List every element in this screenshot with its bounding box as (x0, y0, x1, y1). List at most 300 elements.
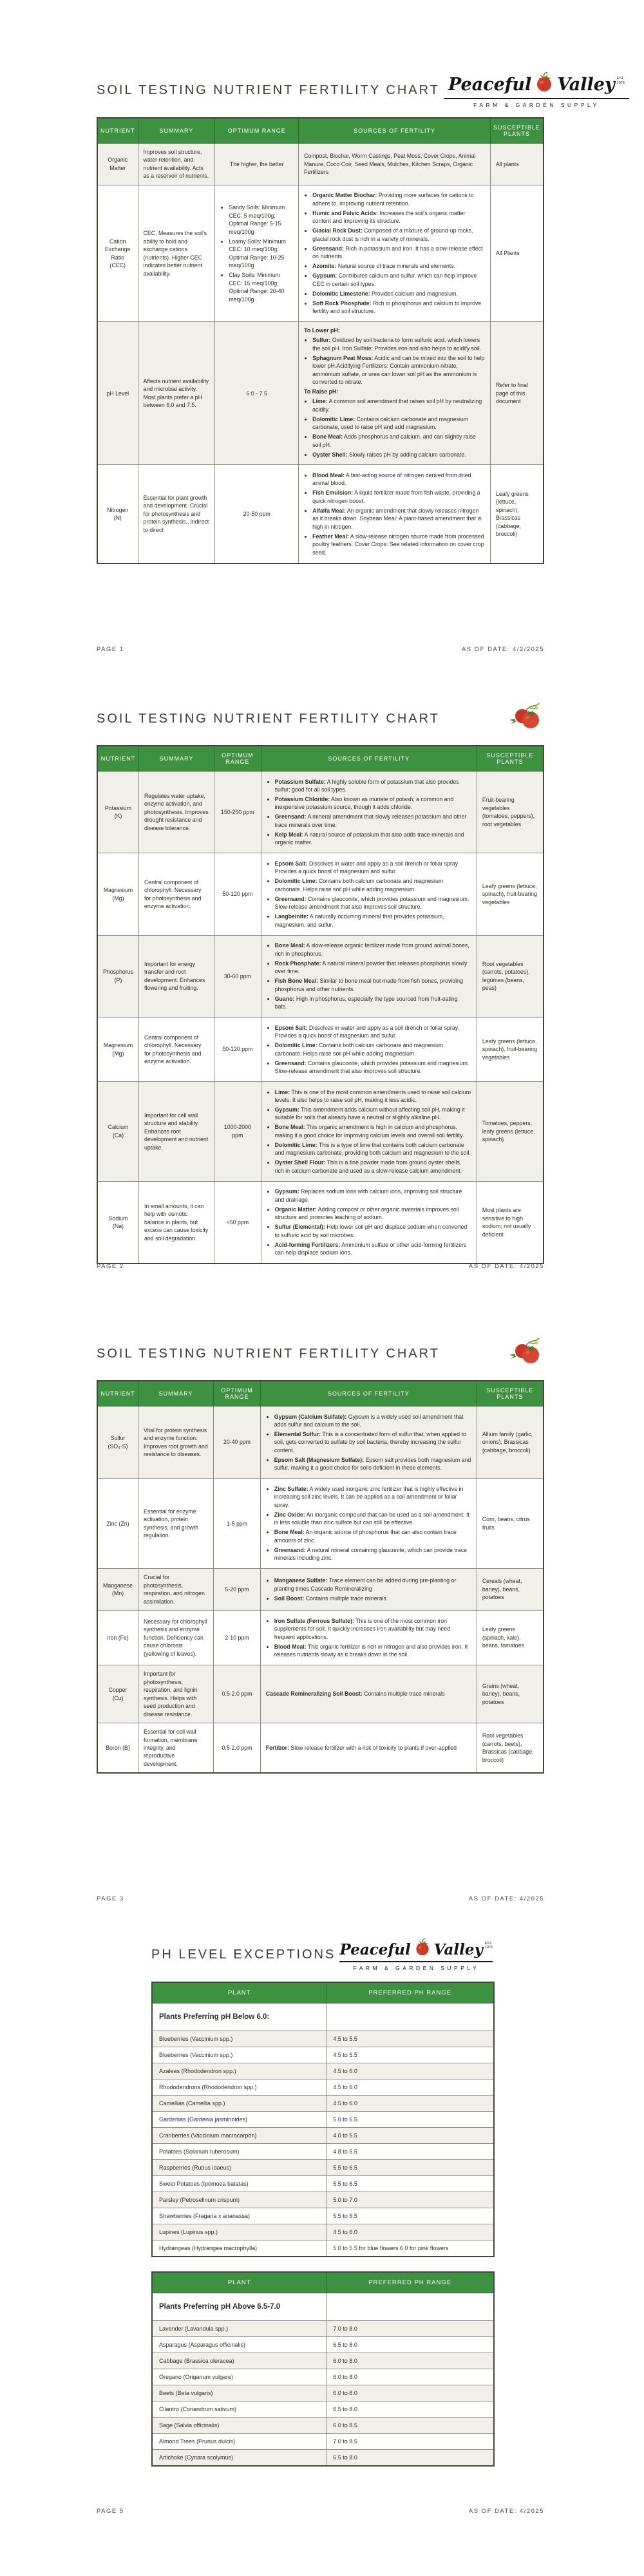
ph-range-cell: 4.5 to 6.0 (327, 2096, 494, 2112)
logo-est-label (617, 77, 625, 85)
source-bullet: • Greensand: A mineral amendment that slowly releases potassium and other trace minerals over time. (275, 813, 471, 829)
col-header-optimum: OPTIMUM RANGE (214, 1381, 261, 1406)
summary-cell: Vital for protein synthesis and enzyme function. Improves root growth and resistance to diseases. (138, 1406, 213, 1479)
section-heading-row (152, 2003, 494, 2031)
table-row (152, 2224, 494, 2240)
ph-range-cell: 4.5 to 6.0 (327, 2063, 494, 2079)
ph-range-cell: 7.0 to 8.5 (327, 2434, 494, 2450)
col-header-sources: SOURCES OF FERTILITY (299, 118, 491, 144)
summary-cell: Improves soil structure, water retention, and nutrient availability. Acts as a reservoir of nutrients. (138, 144, 215, 185)
source-bullet: • Lime: This is one of the most common amendments used to raise soil calcium levels. It also helps to raise soil pH, making it less acidic. (275, 1088, 471, 1104)
page-3-footer (97, 1895, 544, 1902)
ph-table-above-6-5 (151, 2271, 495, 2467)
plant-cell: Potatoes (Solanum tuberosum) (152, 2144, 327, 2160)
plant-cell: Rhododendrons (Rhododendron spp.) (152, 2079, 327, 2096)
ph-range-cell: 6.5 to 8.0 (327, 2450, 494, 2467)
optimum-bullet: • Loamy Soils: Minimum CEC: 10 meq/100g; Optimal Range: 10-25 meq/100g (229, 238, 293, 270)
source-bullet: • Blood Meal: This organic fertilizer is rich in nitrogen and also provides iron. It releases nutrients slowly as it breaks down in the soil. (274, 1643, 471, 1659)
plant-cell: Cranberries (Vaccinium macrocarpon) (152, 2128, 327, 2144)
table-row (152, 2450, 494, 2467)
source-bullet: • Bone Meal: An organic source of phosphorus that can also contain trace amounts of zinc. (274, 1528, 471, 1544)
col-header-plant: PLANT (152, 1982, 327, 2003)
table-row-calcium (97, 1082, 544, 1182)
table-row-phosphorus (97, 935, 544, 1017)
ph-range-cell: 6.0 to 8.5 (327, 2418, 494, 2434)
summary-cell: Essential for enzyme activation, protein synthesis, and growth regulation. (138, 1479, 213, 1569)
logo-tagline: FARM & GARDEN SUPPLY (353, 1965, 480, 1971)
susceptible-cell: Root vegetables (carrots, potatoes), legumes (beans, peas) (477, 935, 544, 1017)
source-bullet: • Dolomitic Lime: This is a type of lime that contains both calcium carbonate and magnesium carbonate, providing both calcium and magnesium to the soil. (275, 1141, 471, 1157)
source-bullet: • Zinc Sulfate: A widely used inorganic zinc fertilizer that is highly effective in increasing soil zinc levels. It can be applied as a soil amendment or foliar spray. (274, 1485, 471, 1509)
nutrient-cell: Calcium (Ca) (97, 1082, 138, 1182)
sources-cell (260, 1569, 477, 1611)
col-header-summary: SUMMARY (138, 118, 215, 144)
sources-cell (261, 1181, 477, 1264)
optimum-cell: 50-120 ppm (214, 853, 261, 935)
ph-range-cell: 4.5 to 6.0 (327, 2224, 494, 2240)
as-of-date: AS OF DATE: 4/2/2025 (461, 646, 544, 653)
ph-range-cell: 5.0 to 5.5 for blue flowers 6.0 for pink flowers (327, 2240, 494, 2257)
nutrient-table-page3 (97, 1380, 544, 1774)
nutrient-cell: Copper (Cu) (97, 1665, 138, 1723)
source-bullet: • Greensand: Contains glauconite, which provides potassium and magnesium. Slow-release amendment that also improves soil structure. (275, 1059, 471, 1075)
page-number: PAGE 3 (97, 1895, 124, 1902)
table-header-row (152, 1982, 494, 2003)
source-bullet: • Langbeinite: A naturally occurring mineral that provides potassium, magnesium, and sulfur. (275, 913, 471, 929)
source-bullet: • Dolomitic Lime: Contains both calcium carbonate and magnesium carbonate. Helps raise soil pH while adding magnesium. (275, 1041, 471, 1057)
nutrient-table-page1 (97, 117, 544, 564)
sources-cell: Compost, Biochar, Worm Castings, Peat Moss, Cover Crops, Animal Manure, Coco Coir, Seed Meals, Mulches, Kitchen Scraps, Organic Fertilizers (299, 144, 491, 185)
ph-range-cell: 4.8 to 5.5 (327, 2144, 494, 2160)
table-row-boron (97, 1723, 544, 1774)
summary-cell: Important for cell wall structure and stability. Enhances root development and nutrient uptake. (138, 1082, 214, 1182)
table-header-row (97, 1381, 544, 1406)
table-row-nitrogen (97, 465, 544, 564)
col-header-optimum: OPTIMUM RANGE (215, 118, 299, 144)
susceptible-cell: Root vegetables (carrots, beets), Brassicas (cabbage, broccoli) (477, 1723, 544, 1774)
logo-word-right: Valley (557, 75, 615, 95)
optimum-cell: 2-10 ppm (214, 1611, 261, 1665)
summary-cell: Essential for plant growth and development. Crucial for photosynthesis and protein synthesis., indirect to direct (138, 465, 215, 564)
summary-cell: Important for energy transfer and root development. Enhances flowering and fruiting. (138, 935, 214, 1017)
ph-range-cell: 5.5 to 6.5 (327, 2208, 494, 2224)
logo-est-line1: EST. (484, 1941, 493, 1946)
table-row (152, 2192, 494, 2208)
page-2-header (97, 702, 544, 736)
source-bullet: • Manganese Sulfate: Trace element can be added during pre-planting or planting times.Cascade Remineralizing (274, 1577, 471, 1593)
page-title: SOIL TESTING NUTRIENT FERTILITY CHART (97, 1347, 440, 1361)
source-bullet: • Blood Meal: A fast-acting source of nitrogen derived from dried animal blood. (312, 471, 485, 488)
optimum-cell: <50 ppm (214, 1181, 261, 1264)
logo-est-line2: 1976 (484, 1946, 493, 1949)
sources-cell: Fertibor: Slow release fertilizer with a risk of toxicity to plants if over-applied (260, 1723, 477, 1774)
sources-cell (261, 853, 477, 935)
sources-cell (260, 1611, 477, 1665)
ph-range-cell: 5.5 to 6.5 (327, 2160, 494, 2176)
table-row-potassium (97, 772, 544, 853)
page-title: SOIL TESTING NUTRIENT FERTILITY CHART (97, 712, 440, 726)
sources-cell (260, 1479, 477, 1569)
susceptible-cell: Corn, beans, citrus fruits (477, 1479, 544, 1569)
table-header-row (97, 118, 544, 144)
nutrient-cell: Iron (Fe) (97, 1611, 138, 1665)
table-row (152, 2176, 494, 2192)
source-bullet: • Gypsum: Contributes calcium and sulfur, which can help improve CEC in certain soil types. (312, 272, 485, 288)
col-header-sources: SOURCES OF FERTILITY (260, 1381, 477, 1406)
table-row-iron (97, 1611, 544, 1665)
plant-cell: Cilantro (Coriandrum sativum) (152, 2401, 327, 2418)
ph-range-cell: 6.5 to 8.0 (327, 2337, 494, 2353)
logo-word-left: Peaceful (448, 75, 532, 95)
col-header-nutrient: NUTRIENT (97, 1381, 138, 1406)
susceptible-cell: Cereals (wheat, barley), beans, potatoes (477, 1569, 544, 1611)
tomato-cluster-icon (507, 1337, 544, 1371)
source-bullet: • Oyster Shell: Slowly raises pH by adding calcium carbonate. (312, 451, 485, 459)
nutrient-cell: Organic Matter (97, 144, 138, 185)
ph-range-cell: 7.0 to 8.0 (327, 2321, 494, 2337)
sources-cell (260, 1406, 477, 1479)
summary-cell: In small amounts, it can help with osmotic balance in plants, but excess can cause toxicity and soil degradation. (138, 1181, 214, 1264)
nutrient-cell: Sodium (Na) (97, 1181, 138, 1264)
ph-range-cell: 5.0 to 6.5 (327, 2112, 494, 2128)
nutrient-cell: Magnesium (Mg) (97, 1018, 138, 1082)
logo-divider (444, 98, 629, 99)
ph-range-cell: 6.0 to 8.0 (327, 2385, 494, 2401)
table-row (152, 2160, 494, 2176)
logo-wordmark (336, 1938, 497, 1960)
as-of-date: AS OF DATE: 4/2025 (468, 1895, 544, 1902)
ph-page-footer (97, 2508, 544, 2515)
plant-cell: Gardenias (Gardenia jasminoides) (152, 2112, 327, 2128)
summary-cell: Crucial for photosynthesis, respiration, and nitrogen assimilation. (138, 1569, 213, 1611)
optimum-cell: 150-250 ppm (214, 772, 261, 853)
page-number: PAGE 1 (97, 646, 124, 653)
section-heading-empty-cell (327, 2003, 494, 2031)
col-header-ph-range: PREFERRED PH RANGE (327, 2272, 494, 2293)
ph-range-cell: 5.0 to 7.0 (327, 2192, 494, 2208)
sources-cell (261, 1018, 477, 1082)
optimum-cell: 20-40 ppm (214, 1406, 261, 1479)
logo-word-left: Peaceful (339, 1940, 411, 1958)
section-heading-empty-cell (327, 2293, 494, 2321)
susceptible-cell: All plants (490, 144, 544, 185)
page-number: PAGE 5 (97, 2508, 124, 2515)
nutrient-cell: pH Level (97, 322, 138, 465)
nutrient-cell: Potassium (K) (97, 772, 138, 853)
optimum-cell: 6.0 - 7.5 (215, 322, 299, 465)
col-header-summary: SUMMARY (138, 1381, 213, 1406)
table-row-manganese (97, 1569, 544, 1611)
plant-cell: Beets (Beta vulgaris) (152, 2385, 327, 2401)
table-row-copper (97, 1665, 544, 1723)
source-bullet: • Bone Meal: This organic amendment is high in calcium and phosphorus, making it a good choice for improving calcium levels and overall soil fertility. (275, 1123, 471, 1139)
optimum-cell: 1-5 ppm (214, 1479, 261, 1569)
optimum-bullet: • Sandy Soils: Minimum CEC: 5 meq/100g; Optimal Range: 5-15 meq/100g (229, 204, 293, 236)
ph-range-cell: 6.0 to 8.0 (327, 2353, 494, 2369)
ph-range-cell: 4.5 to 6.0 (327, 2079, 494, 2096)
susceptible-cell: All Plants (490, 185, 544, 321)
source-bullet: • Epsom Salt (Magnesium Sulfate): Epsom salt provides both magnesium and sulfur, making it a good choice for soils deficient in these elements. (274, 1456, 471, 1472)
col-header-nutrient: NUTRIENT (97, 118, 138, 144)
page-2 (97, 702, 544, 1264)
table-row (152, 2096, 494, 2112)
optimum-cell: 0.5-2.0 ppm (214, 1665, 261, 1723)
logo-word-right: Valley (433, 1940, 483, 1958)
sources-cell: Cascade Remineralizing Soil Boost: Contains multiple trace minerals (260, 1665, 477, 1723)
ph-range-cell: 6.0 to 8.0 (327, 2369, 494, 2385)
plant-cell: Artichoke (Cynara scolymus) (152, 2450, 327, 2467)
source-bullet: • Kelp Meal: A natural source of potassium that also adds trace minerals and organic matter. (275, 831, 471, 847)
susceptible-cell: Grains (wheat, barley), beans, potatoes (477, 1665, 544, 1723)
peaceful-valley-logo (336, 1938, 497, 1971)
source-bullet: • Azomite: Natural source of trace minerals and elements. (312, 262, 485, 270)
nutrient-cell: Magnesium (Mg) (97, 853, 138, 935)
page-number: PAGE 2 (97, 1263, 124, 1270)
section-heading: Plants Preferring pH Above 6.5-7.0 (152, 2293, 327, 2321)
nutrient-table-page2 (97, 745, 544, 1264)
source-bullet: • Sulfur (Elemental): Help lower soil pH and displace sodium when converted to sulfuric acid by soil microbes. (275, 1223, 471, 1239)
page-3 (97, 1337, 544, 1774)
table-row (152, 2401, 494, 2418)
ph-range-cell: 6.5 to 8.0 (327, 2401, 494, 2418)
source-bullet: • Greensand: A natural mineral containing glauconite, which can provide trace minerals including zinc. (274, 1546, 471, 1562)
table-row (152, 2047, 494, 2063)
sources-cell (299, 322, 491, 465)
ph-range-cell: 5.5 to 6.5 (327, 2176, 494, 2192)
source-bullet: • Lime: A common soil amendment that raises soil pH by neutralizing acidity. (312, 397, 485, 413)
plant-cell: Hydrangeas (Hydrangea macrophylla) (152, 2240, 327, 2257)
table-header-row (97, 746, 544, 772)
nutrient-cell: Nitrogen (N) (97, 465, 138, 564)
nutrient-cell: Cation Exchange Ratio (CEC) (97, 185, 138, 321)
col-header-susceptible: SUSCEPTIBLE PLANTS (477, 746, 544, 772)
table-row (152, 2240, 494, 2257)
source-bullet: • Humic and Fulvic Acids: Increases the soil's organic matter content and improving its structure. (312, 209, 485, 225)
plant-cell: Camellias (Camellia spp.) (152, 2096, 327, 2112)
sources-cell (261, 772, 477, 853)
plant-cell: Sweet Potatoes (Ipomoea batatas) (152, 2176, 327, 2192)
summary-cell: Central component of chlorophyll. Necessary for photosynthesis and enzyme activation. (138, 1018, 214, 1082)
source-bullet: • Sphagnum Peat Moss: Acidic and can be mixed into the soil to help lower pH.Acidifying Fertilizers: Contain ammonium nitrate, ammonium sulfate, or urea can lower soil pH as the ammonium is converted to nitrate. (312, 354, 485, 386)
page-ph-exceptions (151, 1938, 495, 2467)
table-row (152, 2063, 494, 2079)
logo-est-line2: 1976 (616, 80, 625, 85)
tomato-cluster-icon (507, 702, 544, 736)
col-header-susceptible: SUSCEPTIBLE PLANTS (490, 118, 544, 144)
susceptible-cell: Leafy greens (lettuce, spinach), fruit-bearing vegetables (477, 853, 544, 935)
table-row (152, 2353, 494, 2369)
source-bullet: • Iron Sulfate (Ferrous Sulfate): This is one of the most common iron supplements for soil. It quickly increases iron availability but may need frequent applications. (274, 1617, 471, 1641)
source-bullet: • Fish Bone Meal: Similar to bone meal but made from fish bones, providing phosphorus and other nutrients. (275, 977, 471, 993)
source-bullet: • Acid-forming Fertilizers: Ammonium sulfate or other acid-forming fertilizers can help displace sodium ions. (275, 1241, 471, 1257)
source-bullet: • Alfalfa Meal: An organic amendment that slowly releases nitrogen as it breaks down. Soybean Meal: A plant-based amendment that is high in nitrogen. (312, 507, 485, 531)
nutrient-cell: Boron (B) (97, 1723, 138, 1774)
table-row (152, 2434, 494, 2450)
col-header-ph-range: PREFERRED PH RANGE (327, 1982, 494, 2003)
sources-cell (299, 465, 491, 564)
source-bullet: • Gypsum: Replaces sodium ions with calcium ions, improving soil structure and drainage. (275, 1188, 471, 1204)
page-1-header (97, 72, 625, 108)
source-bullet: • Bone Meal: Adds phosphorus and calcium, and can slightly raise soil pH. (312, 433, 485, 449)
ph-range-cell: 4.0 to 5.5 (327, 2128, 494, 2144)
source-bullet: • Fish Emulsion: A liquid fertilizer made from fish waste, providing a quick nitrogen boost. (312, 489, 485, 505)
plant-cell: Sage (Salvia officinalis) (152, 2418, 327, 2434)
col-header-susceptible: SUSCEPTIBLE PLANTS (477, 1381, 544, 1406)
source-bullet: • Potassium Chloride: Also known as muriate of potash; a common and inexpensive potassium source, though it adds chloride. (275, 795, 471, 811)
table-row (152, 2385, 494, 2401)
table-row (152, 2112, 494, 2128)
summary-cell: Affects nutrient availability and microbial activity. Most plants prefer a pH between 6.0 and 7.5. (138, 322, 215, 465)
optimum-cell: The higher, the better (215, 144, 299, 185)
summary-cell: Essential for cell wall formation, membrane integrity, and reproductive development. (138, 1723, 213, 1774)
table-header-row (152, 2272, 494, 2293)
ph-table-below-6 (151, 1982, 495, 2257)
source-bullet: • Feather Meal: A slow-release nitrogen source made from processed poultry feathers. Cover Crops: See related information on cover crop seed. (312, 533, 485, 556)
table-row (152, 2079, 494, 2096)
tomato-icon (413, 1938, 432, 1960)
optimum-cell: 50-120 ppm (214, 1018, 261, 1082)
sources-group-heading: To Lower pH: (304, 327, 340, 334)
source-bullet: • Greensand: Contains glauconite, which provides potassium and magnesium. Slow-release amendment that also improves soil structure. (275, 895, 471, 911)
source-bullet: • Glacial Rock Dust: Composed of a mixture of ground-up rocks, glacial rock dust is rich in a variety of minerals. (312, 227, 485, 243)
sources-cell (261, 1082, 477, 1182)
source-bullet: • Bone Meal: A slow-release organic fertilizer made from ground animal bones, rich in phosphorus. (275, 942, 471, 958)
summary-cell: Necessary for chlorophyll synthesis and enzyme function. Deficiency can cause chlorosis (yellowing of leaves). (138, 1611, 213, 1665)
optimum-bullet: • Clay Soils: Minimum CEC: 15 meq/100g; Optimal Range: 20-40 meq/100g (229, 271, 293, 303)
col-header-plant: PLANT (152, 2272, 327, 2293)
source-bullet: • Rock Phosphate: A natural mineral powder that releases phosphorus slowly over time. (275, 960, 471, 976)
col-header-optimum: OPTIMUM RANGE (214, 746, 261, 772)
table-row-magnesium-2 (97, 1018, 544, 1082)
table-row-cec (97, 185, 544, 321)
logo-divider (339, 1961, 493, 1962)
source-bullet: • Oyster Shell Flour: This is a fine powder made from ground oyster shells, rich in calcium carbonate and used as a slow-release calcium amendment. (275, 1159, 471, 1175)
susceptible-cell: Most plants are sensitive to high sodium; not usually deficient (477, 1181, 544, 1264)
source-bullet: • Greensand: Rich in potassium and iron. It has a slow-release effect on nutrients. (312, 245, 485, 261)
plant-cell: Cabbage (Brassica oleracea) (152, 2353, 327, 2369)
source-bullet: • Elemental Sulfur: This is a concentrated form of sulfur that, when applied to soil, gets converted to sulfate by soil bacteria, thereby increasing the sulfur content. (274, 1430, 471, 1454)
page-title: PH LEVEL EXCEPTIONS (151, 1947, 336, 1962)
sources-group-heading: To Raise pH: (304, 388, 339, 395)
source-bullet: • Organic Matter Biochar: Providing more surfaces for cations to adhere to, improving nutrient retention. (312, 191, 485, 207)
table-row (152, 2321, 494, 2337)
table-row (152, 2031, 494, 2047)
section-heading: Plants Preferring pH Below 6.0: (152, 2003, 327, 2031)
optimum-cell: 0.5-2.0 ppm (214, 1723, 261, 1774)
plant-cell: Asparagus (Asparagus officinalis) (152, 2337, 327, 2353)
source-bullet: • Gypsum (Calcium Sulfate): Gypsum is a widely used soil amendment that adds sulfur and calcium to the soil. (274, 1413, 471, 1429)
table-row (152, 2208, 494, 2224)
as-of-date: AS OF DATE: 4/2025 (468, 1263, 544, 1270)
nutrient-cell: Manganese (Mn) (97, 1569, 138, 1611)
source-bullet: • Sulfur: Oxidized by soil bacteria to form sulfuric acid, which lowers the soil pH. Iron Sulfate: Provides iron and also helps to acidify soil. (312, 336, 485, 352)
peaceful-valley-logo (440, 72, 633, 108)
optimum-cell: 5-20 ppm (214, 1569, 261, 1611)
table-row-organic-matter (97, 144, 544, 185)
susceptible-cell: Leafy greens (spinach, kale), beans, tomatoes (477, 1611, 544, 1665)
table-row (152, 2144, 494, 2160)
table-row (152, 2369, 494, 2385)
ph-page-header (151, 1938, 495, 1971)
source-bullet: • Dolomitic Limestone: Provides calcium and magnesium. (312, 290, 485, 298)
summary-cell: Central component of chlorophyll. Necessary for photosynthesis and enzyme activation. (138, 853, 214, 935)
summary-cell: CEC, Measures the soil's ability to hold and exchange cations (nutrients). Higher CEC indicates better nutrient availability. (138, 185, 215, 321)
source-bullet: • Epsom Salt: Dissolves in water and apply as a soil drench or foliar spray. Provides a quick boost of magnesium and sulfur. (275, 1024, 471, 1040)
susceptible-cell: Leafy greens (lettuce, spinach), Brassicas (cabbage, broccoli) (490, 465, 544, 564)
table-row-sodium (97, 1181, 544, 1264)
ph-range-cell: 4.5 to 5.5 (327, 2047, 494, 2063)
source-bullet: • Guano: High in phosphorus, especially the type sourced from fruit-eating bats. (275, 995, 471, 1011)
optimum-cell: 20-50 ppm (215, 465, 299, 564)
col-header-sources: SOURCES OF FERTILITY (261, 746, 477, 772)
plant-cell: Lavender (Lavandula spp.) (152, 2321, 327, 2337)
table-row-magnesium (97, 853, 544, 935)
ph-range-cell: 4.5 to 5.5 (327, 2031, 494, 2047)
sources-cell (299, 185, 491, 321)
source-bullet: • Zinc Oxide: An inorganic compound that can be used as a soil amendment. It is less soluble than zinc sulfate but can still be effective. (274, 1511, 471, 1527)
plant-cell: Almond Trees (Prunus dulcis) (152, 2434, 327, 2450)
col-header-summary: SUMMARY (138, 746, 214, 772)
logo-est-line1: EST. (616, 77, 625, 81)
optimum-cell: 30-60 ppm (214, 935, 261, 1017)
source-bullet: • Soil Boost: Contains multiple trace minerals. (274, 1595, 471, 1602)
plant-cell: Azaleas (Rhododendron spp.) (152, 2063, 327, 2079)
source-bullet: • Potassium Sulfate: A highly soluble form of potassium that also provides sulfur; good for all soil types. (275, 778, 471, 794)
table-row (152, 2337, 494, 2353)
sources-cell (261, 935, 477, 1017)
plant-cell: Blueberries (Vaccinium spp.) (152, 2031, 327, 2047)
page-1 (97, 72, 625, 564)
table-row-sulfur (97, 1406, 544, 1479)
plant-cell: Strawberries (Fragaria x ananassa) (152, 2208, 327, 2224)
table-row (152, 2418, 494, 2434)
susceptible-cell: Allium family (garlic, onions), Brassicas (cabbage, broccoli) (477, 1406, 544, 1479)
summary-cell: Important for photosynthesis, respiration, and lignin synthesis. Helps with seed production and disease resistance. (138, 1665, 213, 1723)
source-bullet: • Soft Rock Phosphate: Rich in phosphorus and calcium to improve fertility and soil structure. (312, 299, 485, 316)
page-title: SOIL TESTING NUTRIENT FERTILITY CHART (97, 82, 440, 97)
as-of-date: AS OF DATE: 4/2025 (468, 2508, 544, 2515)
section-heading-row (152, 2293, 494, 2321)
susceptible-cell: Tomatoes, peppers, leafy greens (lettuce, spinach) (477, 1082, 544, 1182)
nutrient-cell: Sulfur (SO₄-S) (97, 1406, 138, 1479)
logo-est-label (485, 1942, 493, 1950)
nutrient-cell: Zinc (Zn) (97, 1479, 138, 1569)
logo-tagline: FARM & GARDEN SUPPLY (473, 102, 600, 108)
source-bullet: • Dolomitic Lime: Contains calcium carbonate and magnesium carbonate, used to raise pH and add magnesium. (312, 415, 485, 431)
table-row-zinc (97, 1479, 544, 1569)
source-bullet: • Gypsum: This amendment adds calcium without affecting soil pH, making it suitable for soils that already have a neutral or slightly alkaline pH. (275, 1106, 471, 1122)
page-1-footer (97, 646, 544, 653)
table-row-ph-level (97, 322, 544, 465)
col-header-nutrient: NUTRIENT (97, 746, 138, 772)
source-bullet: • Dolomitic Lime: Contains both calcium carbonate and magnesium carbonate. Helps raise soil pH while adding magnesium. (275, 877, 471, 893)
table-row (152, 2128, 494, 2144)
plant-cell: Blueberries (Vaccinium spp.) (152, 2047, 327, 2063)
optimum-cell (215, 185, 299, 321)
susceptible-cell: Fruit-bearing vegetables (tomatoes, peppers), root vegetables (477, 772, 544, 853)
susceptible-cell: Refer to final page of this document (490, 322, 544, 465)
susceptible-cell: Leafy greens (lettuce, spinach), fruit-bearing vegetables (477, 1018, 544, 1082)
summary-cell: Regulates water uptake, enzyme activation, and photosynthesis. Improves drought resistance and disease tolerance. (138, 772, 214, 853)
source-bullet: • Epsom Salt: Dissolves in water and apply as a soil drench or foliar spray. Provides a quick boost of magnesium and sulfur. (275, 860, 471, 876)
source-bullet: • Organic Matter: Adding compost or other organic materials improves soil structure and promotes leaching of sodium. (275, 1206, 471, 1222)
plant-cell: Raspberries (Rubus idaeus) (152, 2160, 327, 2176)
nutrient-cell: Phosphorus (P) (97, 935, 138, 1017)
optimum-cell: 1000-2000 ppm (214, 1082, 261, 1182)
logo-wordmark (440, 72, 633, 97)
page-3-header (97, 1337, 544, 1371)
tomato-icon (533, 72, 555, 97)
